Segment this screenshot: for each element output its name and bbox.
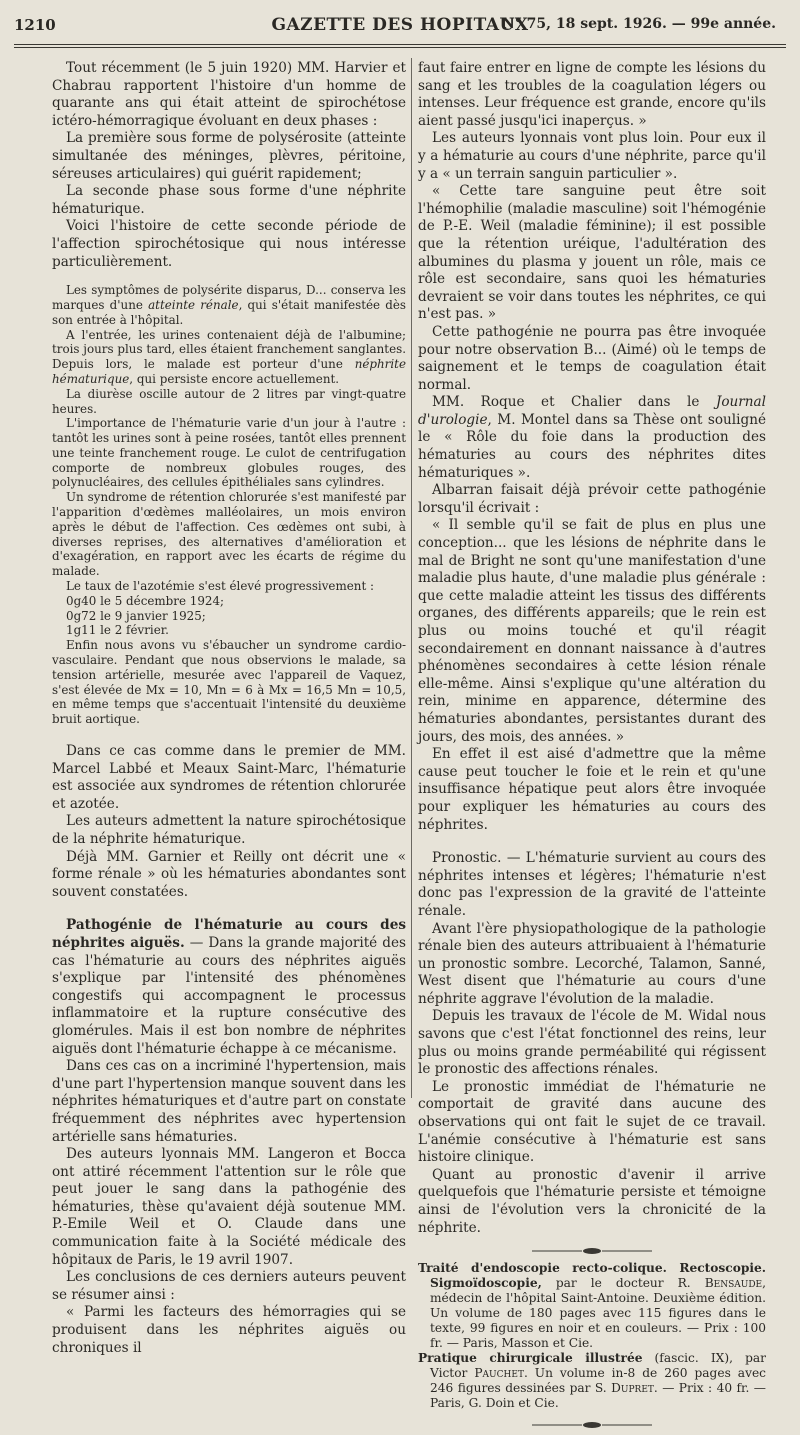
paragraph: Les auteurs lyonnais vont plus loin. Pour eux il y a hématurie au cours d'une néphrite, parce qu'il y a « un terrain sanguin particulier ».: [418, 130, 766, 182]
observation-paragraph: Enfin nous avons vu s'ébaucher un syndrome cardio-vasculaire. Pendant que nous observions le malade, sa tension artérielle, mesurée avec l'appareil de Vaquez, s'est élevée de Mx = 10, Mn = 6 à Mx = 16,5 Mn = 10,5, en même temps que s'accentuait l'intensité du deuxième bruit aortique.: [52, 638, 406, 727]
observation-paragraph: Les symptômes de polysérite disparus, D... conserva les marques d'une atteinte rénale, qui s'était manifestée dès son entrée à l'hôpital.: [52, 283, 407, 327]
paragraph: La seconde phase sous forme d'une néphrite hématurique.: [52, 183, 406, 217]
book-illustrator: Dupret: [611, 1381, 654, 1396]
pathogenie-section: Pathogénie de l'hématurie au cours des néphrites aiguës. — Dans la grande majorité des cas l'hématurie au cours des néphrites aiguës s'explique par l'intensité des phénomènes congestifs qui accompagnent le processus inflammatoire et la rupture consécutive des glomérules. Mais il est bon nombre de néphrites aiguës dont l'hématurie échappe à ce mécanisme.: [52, 917, 406, 1057]
book-title: Traité d'endoscopie recto-colique. Rectoscopie. Sigmoïdoscopie,: [418, 1261, 766, 1291]
paragraph: faut faire entrer en ligne de compte les lésions du sang et les troubles de la coagulation légers ou intenses. Leur fréquence est grande, encore qu'ils aient passé jusqu'ici inaperçus. »: [418, 60, 766, 129]
right-column: [418, 60, 766, 1435]
journal-title: GAZETTE DES HOPITAUX: [271, 15, 529, 35]
observation-paragraph: Le taux de l'azotémie s'est élevé progressivement :: [66, 579, 375, 594]
observation-paragraph: A l'entrée, les urines contenaient déjà de l'albumine; trois jours plus tard, elles étaient franchement sanglantes. Depuis lors, le malade est porteur d'une néphrite hématurique, qui persiste encore actuellement.: [52, 327, 406, 386]
column-divider: [411, 58, 412, 1098]
book-notice: Pratique chirurgicale illustrée (fascic. IX), par Victor Pauchet. Un volume in-8 de 260 pages avec 246 figures dessinées par S. Dupret. — Prix : 40 fr. — Paris, G. Doin et Cie.: [418, 1351, 766, 1411]
paragraph: Voici l'histoire de cette seconde période de l'affection spirochétosique qui nous intéresse particulièrement.: [52, 218, 406, 270]
paragraph: La première sous forme de polysérosite (atteinte simultanée des méninges, plèvres, péritoine, séreuses articulaires) qui guérit rapidement;: [52, 130, 406, 182]
ornament-divider: [418, 1241, 766, 1257]
paragraph: Quant au pronostic d'avenir il arrive quelquefois que l'hématurie persiste et témoigne ainsi de l'évolution vers la chronicité de la néphrite.: [418, 1166, 766, 1236]
book-notice: Traité d'endoscopie recto-colique. Rectoscopie. Sigmoïdoscopie, par le docteur R. Bensaude, médecin de l'hôpital Saint-Antoine. Deuxième édition. Un volume de 180 pages avec 115 figures dans le texte, 99 figures en noir et en couleurs. — Prix : 100 fr. — Paris, Masson et Cie.: [418, 1261, 766, 1351]
paragraph: « Parmi les facteurs des hémorragies qui se produisent dans les néphrites aiguës ou chroniques il: [52, 1304, 406, 1356]
paragraph: En effet il est aisé d'admettre que la même cause peut toucher le foie et le rein et qu'une insuffisance hépatique peut alors être invoquée pour expliquer les hématuries au cours des néphrites.: [418, 746, 766, 833]
paragraph: Avant l'ère physiopathologique de la pathologie rénale bien des auteurs attribuaient à l'hématurie un pronostic sombre. Lecorché, Talamon, Sanné, West disent que l'hématurie au cours d'une néphrite aggrave l'évolution de la maladie.: [418, 920, 766, 1007]
observation-paragraph: La diurèse oscille autour de 2 litres par vingt-quatre heures.: [52, 386, 406, 416]
page-header: [0, 0, 800, 46]
paragraph: Depuis les travaux de l'école de M. Widal nous savons que c'est l'état fonctionnel des reins, leur plus ou moins grande perméabilité qui régissent le pronostic des affections rénales.: [418, 1008, 766, 1078]
paragraph: Dans ce cas comme dans le premier de MM. Marcel Labbé et Meaux Saint-Marc, l'hématurie est associée aux syndromes de rétention chlorurée et azotée.: [52, 743, 406, 812]
section-heading: Pronostic.: [432, 850, 502, 867]
paragraph: Cette pathogénie ne pourra pas être invoquée pour notre observation B... (Aimé) où le temps de saignement et le temps de coagulation était normal.: [418, 323, 766, 393]
paragraph: Les conclusions de ces derniers auteurs peuvent se résumer ainsi :: [52, 1269, 406, 1303]
paragraph: Le pronostic immédiat de l'hématurie ne comportait de gravité dans aucune des observations qui ont fait le sujet de ce travail. L'anémie consécutive à l'hématurie est sans histoire clinique.: [418, 1078, 766, 1166]
paragraph: Les auteurs admettent la nature spirochétosique de la néphrite hématurique.: [52, 813, 406, 847]
paragraph: Dans ces cas on a incriminé l'hypertension, mais d'une part l'hypertension manque souvent dans les néphrites hématuriques et d'autre part on constate fréquemment des néphrites avec hypertension artérielle sans hématuries.: [52, 1058, 406, 1145]
paragraph: « Il semble qu'il se fait de plus en plus une conception... que les lésions de néphrite dans le mal de Bright ne sont qu'une manifestation d'une maladie plus haute, d'une maladie plus générale : que cette maladie atteint les tissus des différents organes, des différents appareils; que le rein est plus ou moins touché et qu'il réagit secondairement en donnant naissance à d'autres phénomènes secondaires à cette lésion rénale elle-même. Ainsi s'explique qu'une altération du rein, minime en apparence, détermine des hématuries abondantes, persistantes durant des jours, des mois, des années. »: [418, 517, 766, 745]
paragraph: Des auteurs lyonnais MM. Langeron et Bocca ont attiré récemment l'attention sur le rôle que peut jouer le sang dans la pathogénie des hématuries, thèse qu'avaient déjà soutenue MM. P.-Emile Weil et O. Claude dans une communication faite à la Société médicale des hôpitaux de Paris, le 19 avril 1907.: [52, 1146, 406, 1268]
paragraph: Tout récemment (le 5 juin 1920) MM. Harvier et Chabrau rapportent l'histoire d'un homme de quarante ans qui était atteint de spirochétose ictéro-hémorragique évoluant en deux phases :: [52, 60, 406, 129]
section-heading: Pathogénie de l'hématurie au cours des néphrites aiguës.: [52, 917, 406, 951]
azotemia-value: 0g40 le 5 décembre 1924;: [66, 593, 225, 608]
book-title: Pratique chirurgicale illustrée: [418, 1351, 643, 1366]
book-author: Bensaude: [704, 1276, 763, 1291]
paragraph: MM. Roque et Chalier dans le Journal d'urologie, M. Montel dans sa Thèse ont souligné le « Rôle du foie dans la production des hématuries au cours des néphrites dites hématuriques ».: [418, 394, 766, 481]
left-column: [52, 60, 406, 1357]
observation-paragraph: Un syndrome de rétention chlorurée s'est manifesté par l'apparition d'œdèmes malléolaires, un mois environ après le début de l'affection. Ces œdèmes ont subi, à diverses reprises, des alternatives d'amélioration et d'exagération, en rapport avec les écarts de régime du malade.: [52, 490, 406, 579]
book-author: Pauchet: [474, 1366, 524, 1381]
issue-info: N° 75, 18 sept. 1926. — 99e année.: [501, 16, 776, 32]
header-rule: [14, 44, 786, 48]
azotemia-value: 1g11 le 2 février.: [66, 623, 169, 638]
ornament-divider: [418, 1415, 766, 1431]
observation-paragraph: L'importance de l'hématurie varie d'un jour à l'autre : tantôt les urines sont à peine rosées, tantôt elles prennent une teinte franchement rouge. Le culot de centrifugation comporte de nombreux globules rouges, des polynucléaires, des cellules épithéliales sans cylindres.: [52, 416, 406, 490]
paragraph: Déjà MM. Garnier et Reilly ont décrit une « forme rénale » où les hématuries abondantes sont souvent constatées.: [52, 848, 406, 900]
paragraph: Albarran faisait déjà prévoir cette pathogénie lorsqu'il écrivait :: [418, 482, 766, 516]
azotemia-value: 0g72 le 9 janvier 1925;: [66, 608, 206, 623]
pronostic-section: Pronostic. — L'hématurie survient au cours des néphrites intenses et légères; l'hématurie n'est donc pas l'expression de la gravité de l'atteinte rénale.: [418, 850, 766, 919]
page-number: 1210: [14, 16, 56, 34]
paragraph: « Cette tare sanguine peut être soit l'hémophilie (maladie masculine) soit l'hémogénie de P.-E. Weil (maladie féminine); il est possible que la rétention uréique, l'adultération des albumines du plasma y jouent un rôle, mais ce rôle est secondaire, sans quoi les hématuries devraient se voir dans toutes les néphrites, ce qui n'est pas. »: [418, 183, 766, 323]
